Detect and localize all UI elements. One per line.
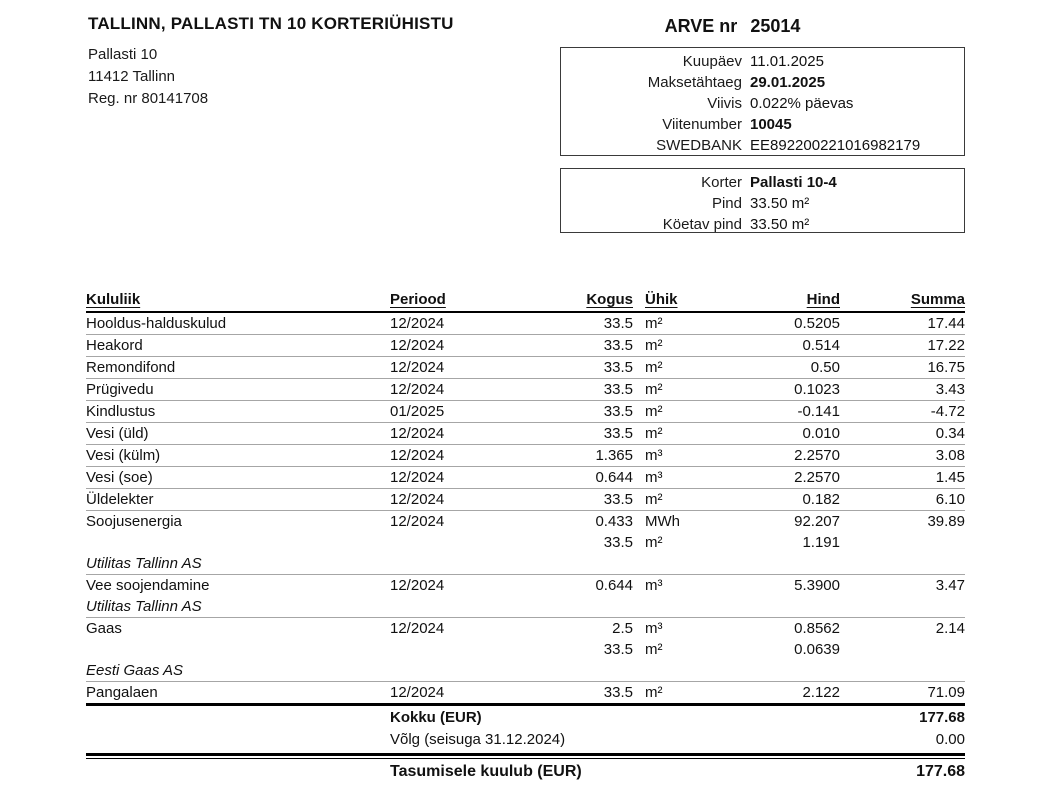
info-label: Viivis <box>707 95 742 112</box>
summary-value: 0.00 <box>935 731 965 748</box>
table-row <box>86 401 965 423</box>
info-row <box>561 93 964 114</box>
table-row <box>86 639 965 660</box>
info-value: 11.01.2025 <box>750 53 824 70</box>
cell-periood: 12/2024 <box>390 445 546 467</box>
cell-yhik: m² <box>633 357 726 379</box>
summary-section <box>86 703 965 751</box>
cell-summa: 3.43 <box>840 379 965 401</box>
info-value: 0.022% päevas <box>750 95 854 112</box>
cell-summa: 3.47 <box>935 577 965 594</box>
cell-kogus: 1.365 <box>546 445 633 467</box>
summary-label: Kokku (EUR) <box>390 709 482 726</box>
cell-summa <box>840 639 965 660</box>
invoice-title-label: ARVE nr <box>664 16 738 36</box>
cell-hind: 5.3900 <box>794 577 840 594</box>
cell-periood: 12/2024 <box>390 423 546 445</box>
cell-kululiik: Heakord <box>86 335 390 357</box>
info-label: Viitenumber <box>662 116 742 133</box>
info-label: Maksetähtaeg <box>647 74 742 91</box>
charges-table <box>86 290 965 703</box>
cell-summa: 6.10 <box>840 489 965 511</box>
cell-periood: 12/2024 <box>390 312 546 335</box>
info-value: 33.50 m² <box>750 216 810 233</box>
table-row <box>86 618 965 640</box>
cell-periood: 12/2024 <box>390 620 445 637</box>
cell-hind: 2.2570 <box>726 445 840 467</box>
cell-summa: 1.45 <box>840 467 965 489</box>
info-row <box>561 72 964 93</box>
cell-kululiik: Soojusenergia <box>86 513 182 530</box>
info-row <box>561 193 964 214</box>
cell-kogus: 0.644 <box>546 467 633 489</box>
cell-hind: 92.207 <box>794 513 840 530</box>
info-row <box>561 114 964 135</box>
cell-kululiik: Vesi (külm) <box>86 445 390 467</box>
cell-kululiik: Hooldus-halduskulud <box>86 312 390 335</box>
cell-kogus: 33.5 <box>546 379 633 401</box>
summary-label: Võlg (seisuga 31.12.2024) <box>390 731 566 748</box>
summary-value: 177.68 <box>919 709 965 726</box>
cell-hind: 0.50 <box>726 357 840 379</box>
cell-summa: 39.89 <box>927 513 965 530</box>
info-label: Pind <box>711 195 742 212</box>
cell-hind: 0.010 <box>726 423 840 445</box>
cell-yhik: m³ <box>633 467 726 489</box>
cell-hind: 2.122 <box>802 684 840 701</box>
cell-hind: 0.1023 <box>726 379 840 401</box>
info-value: 29.01.2025 <box>750 74 826 91</box>
cell-kogus: 33.5 <box>603 641 633 658</box>
charges-table-body <box>86 312 965 703</box>
cell-yhik: m² <box>633 423 726 445</box>
vendor-name: Utilitas Tallinn AS <box>86 553 965 575</box>
column-header-kululiik: Kululiik <box>86 291 141 308</box>
cell-hind: 0.514 <box>726 335 840 357</box>
cell-hind: 1.191 <box>802 534 840 551</box>
cell-yhik: m³ <box>645 620 663 637</box>
column-header-summa: Summa <box>910 291 965 308</box>
cell-hind: 0.8562 <box>794 620 840 637</box>
cell-kululiik: Pangalaen <box>86 684 158 701</box>
cell-kululiik: Prügivedu <box>86 379 390 401</box>
info-value: EE892200221016982179 <box>750 137 921 154</box>
vendor-row <box>86 660 965 682</box>
company-name: TALLINN, PALLASTI TN 10 KORTERIÜHISTU <box>88 14 454 33</box>
cell-kogus: 2.5 <box>612 620 633 637</box>
table-row <box>86 379 965 401</box>
cell-kogus: 33.5 <box>546 357 633 379</box>
info-label: Korter <box>701 174 742 191</box>
cell-hind: 0.182 <box>726 489 840 511</box>
cell-summa: -4.72 <box>840 401 965 423</box>
cell-kululiik: Remondifond <box>86 357 390 379</box>
cell-summa: 2.14 <box>935 620 965 637</box>
cell-yhik: m² <box>633 312 726 335</box>
cell-yhik: m³ <box>645 577 663 594</box>
info-row <box>561 172 964 193</box>
info-row <box>561 135 964 156</box>
column-header-periood: Periood <box>390 291 446 308</box>
cell-yhik: m² <box>645 684 663 701</box>
vendor-row <box>86 596 965 618</box>
company-reg-number: Reg. nr 80141708 <box>88 90 209 107</box>
cell-kogus: 33.5 <box>546 423 633 445</box>
cell-kogus: 33.5 <box>546 401 633 423</box>
cell-hind: 0.0639 <box>794 641 840 658</box>
summary-row <box>86 707 965 729</box>
invoice-details-box <box>560 47 965 156</box>
table-row <box>86 511 965 533</box>
column-header-hind: Hind <box>806 291 840 308</box>
cell-periood: 12/2024 <box>390 467 546 489</box>
cell-yhik: m² <box>633 335 726 357</box>
cell-yhik: m² <box>645 534 663 551</box>
table-row <box>86 489 965 511</box>
table-row <box>86 682 965 704</box>
table-row <box>86 445 965 467</box>
table-row <box>86 532 965 553</box>
charges-section <box>86 290 965 785</box>
cell-yhik: MWh <box>645 513 680 530</box>
summary-row <box>86 729 965 751</box>
cell-periood: 01/2025 <box>390 401 546 423</box>
company-block <box>88 14 454 110</box>
vendor-row <box>86 553 965 575</box>
apartment-details-box <box>560 168 965 233</box>
cell-kululiik: Vee soojendamine <box>86 577 210 594</box>
vendor-name: Eesti Gaas AS <box>86 660 965 682</box>
table-row <box>86 312 965 335</box>
cell-periood: 12/2024 <box>390 335 546 357</box>
cell-kogus: 33.5 <box>546 489 633 511</box>
cell-summa: 17.44 <box>840 312 965 335</box>
total-label: Tasumisele kuulub (EUR) <box>390 763 582 780</box>
cell-periood: 12/2024 <box>390 379 546 401</box>
table-row <box>86 357 965 379</box>
cell-summa: 16.75 <box>840 357 965 379</box>
cell-hind: -0.141 <box>726 401 840 423</box>
cell-kululiik: Üldelekter <box>86 489 390 511</box>
info-value: 10045 <box>750 116 792 133</box>
cell-periood: 12/2024 <box>390 513 445 530</box>
table-row <box>86 575 965 597</box>
cell-yhik: m³ <box>633 445 726 467</box>
cell-hind: 0.5205 <box>726 312 840 335</box>
table-header-row <box>86 290 965 312</box>
info-label: Kuupäev <box>682 53 742 70</box>
invoice-title <box>560 16 905 37</box>
cell-kogus: 33.5 <box>546 312 633 335</box>
cell-kululiik: Vesi (üld) <box>86 423 390 445</box>
cell-summa: 3.08 <box>840 445 965 467</box>
cell-periood: 12/2024 <box>390 684 445 701</box>
cell-periood: 12/2024 <box>390 489 546 511</box>
cell-kululiik <box>86 532 390 553</box>
cell-kogus: 33.5 <box>603 534 633 551</box>
vendor-name: Utilitas Tallinn AS <box>86 596 965 618</box>
cell-summa: 17.22 <box>840 335 965 357</box>
company-address-city: 11412 Tallinn <box>88 68 176 85</box>
cell-kogus: 33.5 <box>603 684 633 701</box>
cell-kogus: 33.5 <box>546 335 633 357</box>
column-header-kogus: Kogus <box>586 291 633 308</box>
cell-kululiik: Kindlustus <box>86 401 390 423</box>
cell-yhik: m² <box>633 401 726 423</box>
cell-kululiik <box>86 639 390 660</box>
cell-periood: 12/2024 <box>390 357 546 379</box>
cell-kululiik: Gaas <box>86 620 122 637</box>
info-row <box>561 214 964 235</box>
cell-summa <box>840 532 965 553</box>
cell-yhik: m² <box>633 489 726 511</box>
info-value: Pallasti 10-4 <box>750 174 837 191</box>
cell-hind: 2.2570 <box>726 467 840 489</box>
cell-kululiik: Vesi (soe) <box>86 467 390 489</box>
cell-yhik: m² <box>633 379 726 401</box>
info-label: SWEDBANK <box>656 137 742 154</box>
cell-kogus: 0.644 <box>595 577 633 594</box>
total-row <box>86 759 965 785</box>
column-header-yhik: Ühik <box>645 291 678 308</box>
table-row <box>86 335 965 357</box>
info-row <box>561 51 964 72</box>
cell-yhik: m² <box>645 641 663 658</box>
cell-periood <box>390 639 546 660</box>
cell-periood: 12/2024 <box>390 577 445 594</box>
invoice-number: 25014 <box>750 16 801 36</box>
cell-summa: 0.34 <box>840 423 965 445</box>
cell-periood <box>390 532 546 553</box>
table-row <box>86 423 965 445</box>
info-value: 33.50 m² <box>750 195 810 212</box>
table-row <box>86 467 965 489</box>
info-label: Köetav pind <box>662 216 742 233</box>
company-address-street: Pallasti 10 <box>88 46 158 63</box>
total-value: 177.68 <box>916 763 965 780</box>
cell-summa: 71.09 <box>927 684 965 701</box>
cell-kogus: 0.433 <box>595 513 633 530</box>
